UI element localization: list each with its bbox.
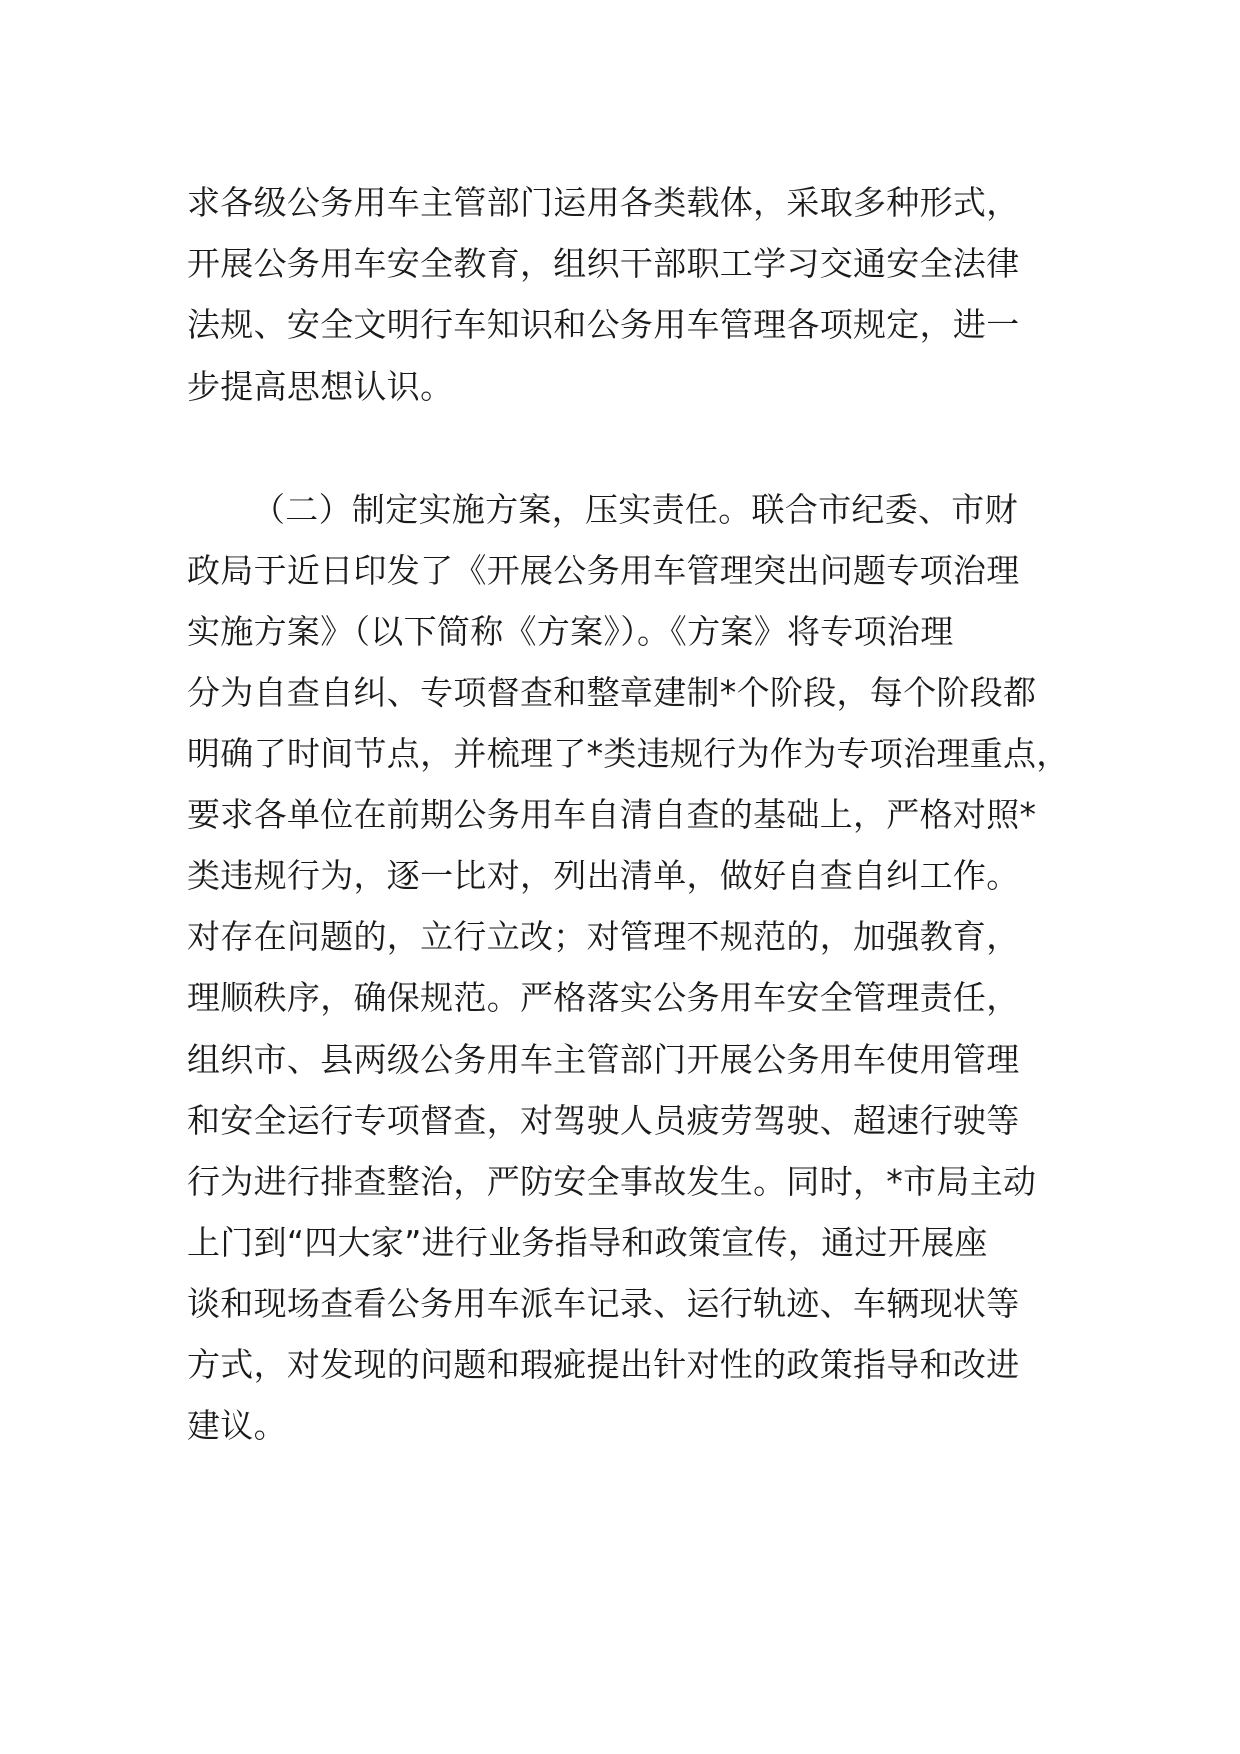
text-line: 政局于近日印发了《开展公务用车管理突出问题专项治理 (187, 551, 1020, 590)
text-line: 类违规行为，逐一比对，列出清单，做好自查自纠工作。 (187, 856, 1020, 895)
text-line: 求各级公务用车主管部门运用各类载体，采取多种形式， (187, 183, 1020, 222)
text-line: 实施方案》（以下简称《方案》）。《方案》将专项治理 (187, 612, 954, 651)
text-line: 分为自查自纠、专项督查和整章建制*个阶段，每个阶段都 (187, 673, 1037, 712)
text-line: 步提高思想认识。 (187, 367, 454, 406)
text-line: 对存在问题的，立行立改；对管理不规范的，加强教育， (187, 917, 1020, 956)
text-line: 理顺秩序，确保规范。严格落实公务用车安全管理责任， (187, 978, 1020, 1017)
text-line: 和安全运行专项督查，对驾驶人员疲劳驾驶、超速行驶等 (187, 1101, 1020, 1140)
text-line: 谈和现场查看公务用车派车记录、运行轨迹、车辆现状等 (187, 1284, 1020, 1323)
text-line: 上门到“四大家”进行业务指导和政策宣传，通过开展座 (187, 1223, 988, 1262)
text-line: 要求各单位在前期公务用车自清自查的基础上，严格对照* (187, 795, 1037, 834)
text-line: 法规、安全文明行车知识和公务用车管理各项规定，进一 (187, 305, 1020, 344)
text-line: 建议。 (187, 1406, 287, 1445)
text-line: 行为进行排查整治，严防安全事故发生。同时，*市局主动 (187, 1162, 1037, 1201)
section-heading-line: （二）制定实施方案，压实责任。联合市纪委、市财 (252, 490, 1018, 529)
text-line: 组织市、县两级公务用车主管部门开展公务用车使用管理 (187, 1040, 1020, 1079)
text-line: 明确了时间节点，并梳理了*类违规行为作为专项治理重点， (187, 734, 1070, 773)
text-line: 开展公务用车安全教育，组织干部职工学习交通安全法律 (187, 244, 1020, 283)
text-line: 方式，对发现的问题和瑕疵提出针对性的政策指导和改进 (187, 1345, 1020, 1384)
